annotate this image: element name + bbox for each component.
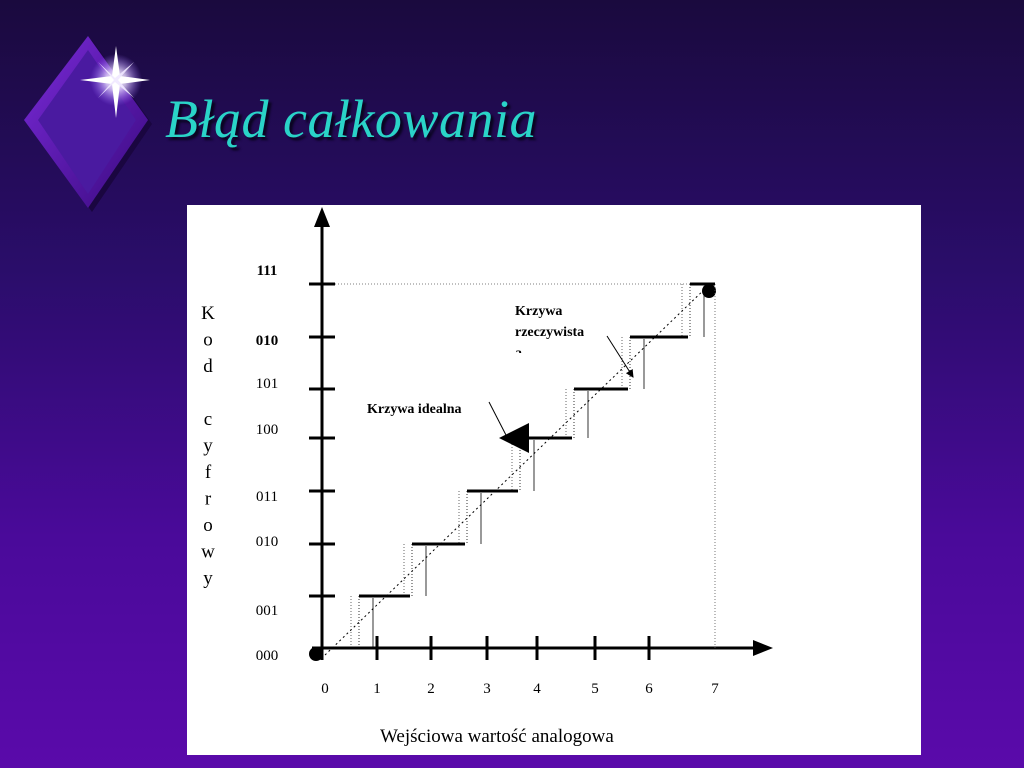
x-tick-label-6: 6 xyxy=(645,681,653,697)
y-axis-title-char-2: d xyxy=(203,356,213,377)
annotation-ideal-curve: Krzywa idealna xyxy=(367,402,462,417)
y-axis-title-char-5: y xyxy=(203,435,213,457)
y-code-label-7: 000 xyxy=(255,648,279,664)
annotation-real-curve-mask xyxy=(509,353,599,367)
y-code-label-1: 010 xyxy=(255,333,279,349)
x-tick-label-2: 2 xyxy=(427,681,435,697)
y-code-label-4: 011 xyxy=(256,489,278,505)
slide-title: Błąd całkowania xyxy=(165,89,537,149)
y-code-label-3: 100 xyxy=(255,422,279,438)
annotation-real-pointer xyxy=(607,336,633,377)
y-code-label-5: 010 xyxy=(255,534,279,550)
ideal-diagonal xyxy=(325,285,709,655)
y-axis-title xyxy=(201,303,215,589)
x-tick-label-3: 3 xyxy=(483,681,491,697)
y-axis-title-char-1: o xyxy=(203,329,213,351)
y-axis-title-char-4: c xyxy=(203,409,213,430)
y-axis-title-char-10: y xyxy=(203,568,213,589)
x-tick-label-5: 5 xyxy=(591,681,599,697)
y-axis-title-char-7: r xyxy=(204,488,212,510)
y-code-label-6: 001 xyxy=(255,603,279,619)
annotation-ideal-pointer xyxy=(489,402,507,437)
diagram-elements xyxy=(256,263,720,697)
y-code-label-2: 101 xyxy=(255,376,279,392)
annotation-real-curve-line2: rzeczywista xyxy=(515,325,585,340)
y-axis-title-char-0: K xyxy=(201,303,215,324)
diagram-panel xyxy=(187,205,921,755)
x-axis-arrowhead xyxy=(753,640,773,656)
origin-point xyxy=(309,647,323,661)
x-axis-title: Wejściowa wartość analogowa xyxy=(380,726,614,747)
y-axis-arrowhead xyxy=(314,207,330,227)
y-axis-title-char-6: f xyxy=(204,462,212,483)
x-tick-label-1: 1 xyxy=(373,681,381,697)
diamond-star-icon xyxy=(18,28,168,213)
annotation-real-curve-line1: Krzywa xyxy=(515,304,563,319)
y-code-label-0: 111 xyxy=(256,263,278,279)
x-tick-label-7: 7 xyxy=(711,681,719,697)
integration-error-diagram xyxy=(187,205,921,755)
x-tick-label-0: 0 xyxy=(321,681,329,697)
y-axis-title-char-8: o xyxy=(203,515,213,536)
x-tick-label-4: 4 xyxy=(533,681,541,697)
y-axis-title-char-9: w xyxy=(201,541,215,563)
